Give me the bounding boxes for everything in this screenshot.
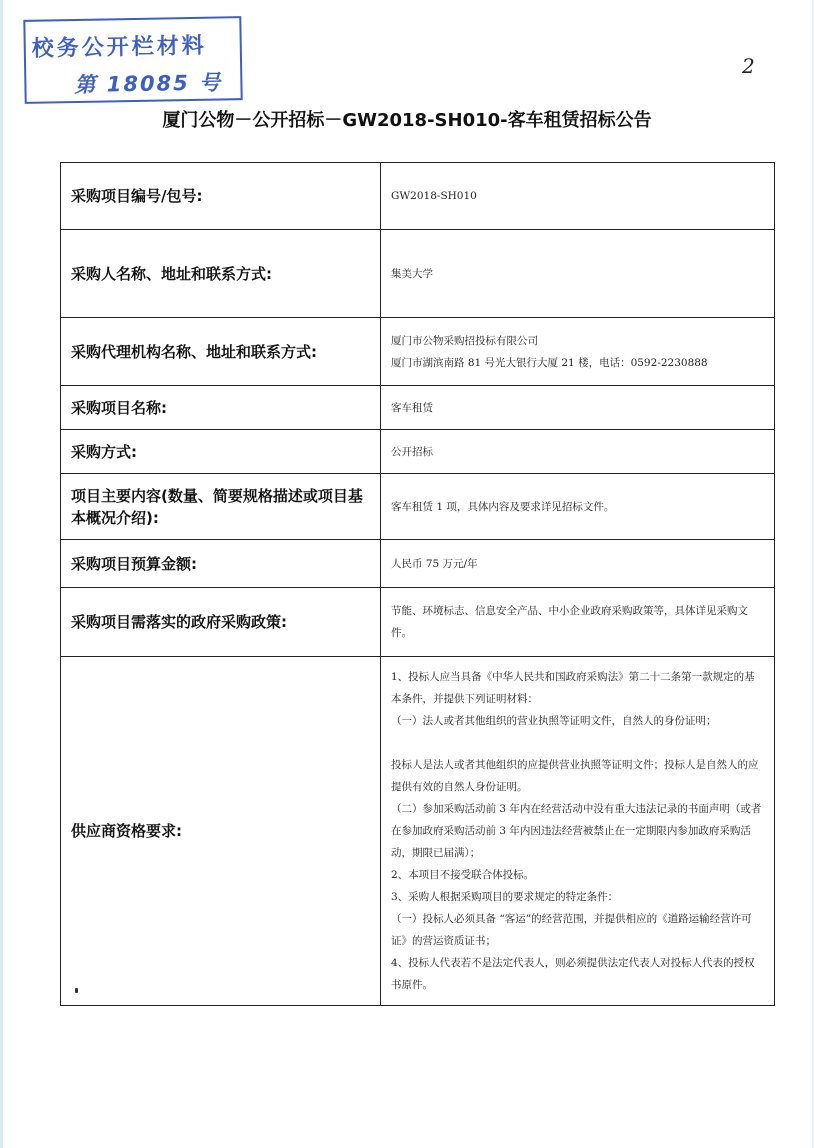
row-budget xyxy=(61,540,775,588)
value-policy xyxy=(381,588,775,657)
label-budget: 采购项目预算金额: xyxy=(61,540,381,588)
label-project-name: 采购项目名称: xyxy=(61,386,381,430)
row-procurement-method xyxy=(61,430,775,474)
value-line: 厦门市公物采购招投标有限公司 xyxy=(391,334,538,347)
procurement-notice-table xyxy=(60,162,775,1006)
value-main-content xyxy=(381,474,775,540)
stamp-line-2: 第 18085 号 xyxy=(74,70,223,98)
row-project-name xyxy=(61,386,775,430)
value-line: 客车租赁 1 项，具体内容及要求详见招标文件。 xyxy=(391,500,615,513)
label-project-number: 采购项目编号/包号: xyxy=(61,163,381,230)
row-project-number xyxy=(61,163,775,230)
qualification-item: 投标人是法人或者其他组织的应提供营业执照等证明文件；投标人是自然人的应提供有效的自然人身份证明。 xyxy=(391,759,759,793)
value-paragraph: 节能、环境标志、信息安全产品、中小企业政府采购政策等，具体详见采购文件。 xyxy=(391,605,748,639)
label-policy: 采购项目需落实的政府采购政策: xyxy=(61,588,381,657)
scan-edge-left xyxy=(0,0,3,1148)
value-line: 人民币 75 万元/年 xyxy=(391,557,478,570)
qualification-item: （一）投标人必须具备 “客运”的经营范围，并提供相应的《道路运输经营许可证》的营运资质证书； xyxy=(391,913,752,947)
qualification-item: （一）法人或者其他组织的营业执照等证明文件，自然人的身份证明； xyxy=(391,715,717,727)
row-agency xyxy=(61,318,775,386)
value-agency xyxy=(381,318,775,386)
value-line: 客车租赁 xyxy=(391,401,433,414)
value-procurement-method xyxy=(381,430,775,474)
label-supplier-qualifications: 供应商资格要求: xyxy=(61,657,381,1006)
row-purchaser xyxy=(61,230,775,318)
value-line: 公开招标 xyxy=(391,445,433,458)
stamp-line-1: 校务公开栏材料 xyxy=(31,33,208,62)
archive-stamp xyxy=(23,16,242,104)
qualification-item: 2、本项目不接受联合体投标。 xyxy=(391,869,535,881)
label-main-content: 项目主要内容(数量、简要规格描述或项目基本概况介绍): xyxy=(61,474,381,540)
qualification-item: （二）参加采购活动前 3 年内在经营活动中没有重大违法记录的书面声明（或者在参加政府采购活动前 3 年内因违法经营被禁止在一定期限内参加政府采购活动，期限已届满）； xyxy=(391,803,762,859)
value-supplier-qualifications xyxy=(381,657,775,1006)
label-purchaser: 采购人名称、地址和联系方式: xyxy=(61,230,381,318)
label-procurement-method: 采购方式: xyxy=(61,430,381,474)
value-line: 集美大学 xyxy=(391,267,433,280)
document-title: 厦门公物－公开招标－GW2018-SH010-客车租赁招标公告 xyxy=(162,110,652,131)
qualification-item: 4、投标人代表若不是法定代表人，则必须提供法定代表人对投标人代表的授权书原件。 xyxy=(391,957,755,991)
row-supplier-qualifications xyxy=(61,657,775,1006)
value-project-number xyxy=(381,163,775,230)
value-purchaser xyxy=(381,230,775,318)
row-main-content xyxy=(61,474,775,540)
label-agency: 采购代理机构名称、地址和联系方式: xyxy=(61,318,381,386)
value-line: 厦门市湖滨南路 81 号光大银行大厦 21 楼，电话：0592-2230888 xyxy=(391,356,708,369)
ink-mark xyxy=(75,988,78,993)
qualification-item: 3、采购人根据采购项目的要求规定的特定条件： xyxy=(391,891,619,903)
qualification-item: 1、投标人应当具备《中华人民共和国政府采购法》第二十二条第一款规定的基本条件，并提供下列证明材料： xyxy=(391,671,755,705)
page-number: 2 xyxy=(742,54,755,78)
value-budget xyxy=(381,540,775,588)
value-project-name xyxy=(381,386,775,430)
blank-line xyxy=(391,732,764,754)
row-policy xyxy=(61,588,775,657)
value-line: GW2018-SH010 xyxy=(391,190,477,202)
